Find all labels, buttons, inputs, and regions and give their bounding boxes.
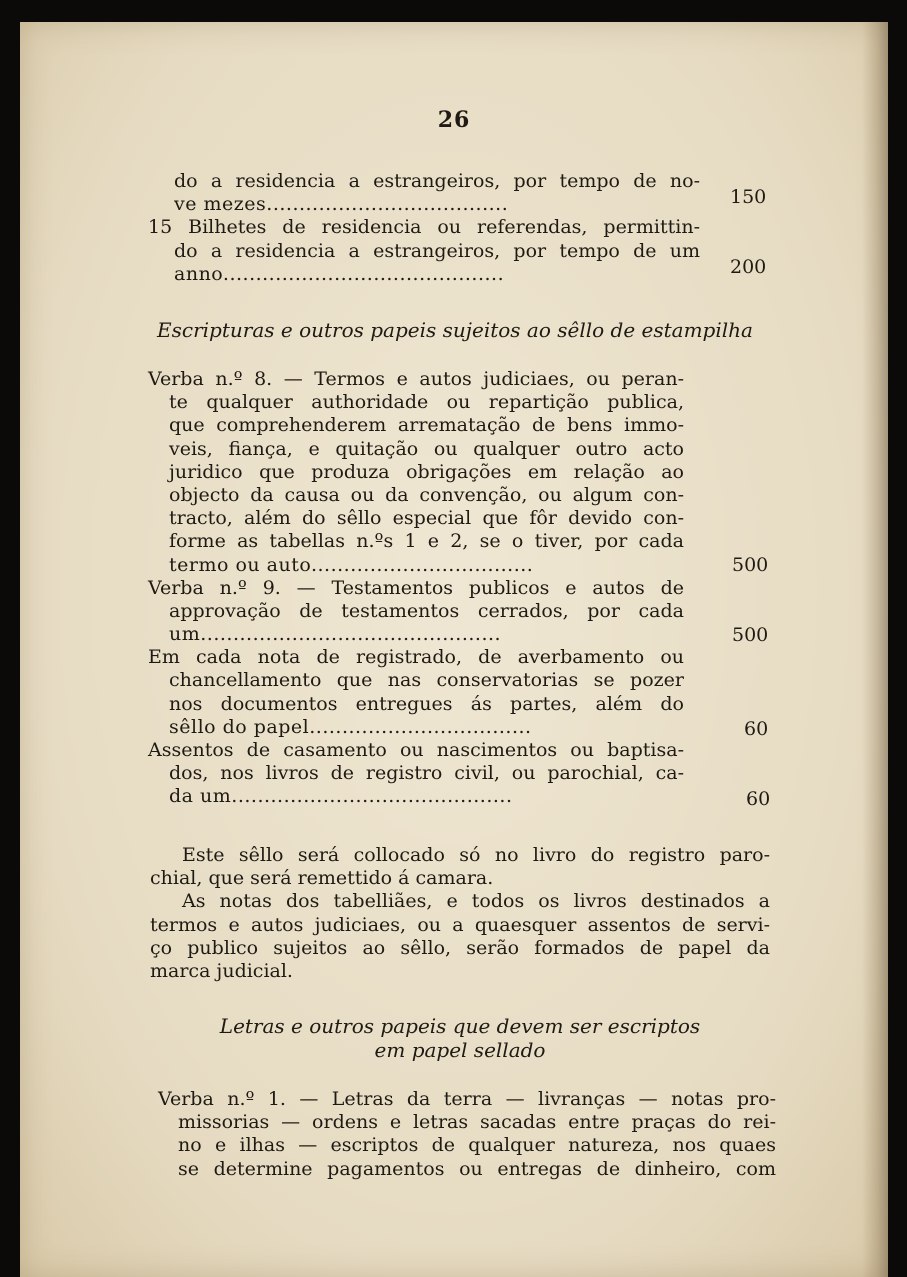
section-heading (150, 1014, 770, 1062)
text-line: Em cada nota de registrado, de averbamento ou (148, 646, 684, 669)
text-line: Este sêllo será collocado só no livro do registro paro- (182, 844, 770, 866)
text-line: missorias — ordens e letras sacadas entre praças do rei- (178, 1111, 776, 1134)
text-line: do a residencia a estrangeiros, por tempo de um (174, 239, 700, 262)
text-line: chancellamento que nas conservatorias se pozer (169, 669, 684, 692)
text-line: objecto da causa ou da convenção, ou algum con- (169, 483, 684, 506)
amount-value: 500 (732, 554, 769, 576)
tariff-block-2 (148, 368, 684, 809)
text-line: termos e autos judiciaes, ou a quaesquer assentos de servi- (150, 913, 770, 936)
text-line: 15 Bilhetes de residencia ou referendas, permittin- (148, 216, 700, 239)
text-line: termo ou auto.................................. (169, 553, 534, 576)
amount-value: 150 (730, 186, 767, 208)
text-line: tracto, além do sêllo especial que fôr devido con- (169, 507, 684, 530)
text-line: te qualquer authoridade ou repartição publica, (169, 391, 684, 414)
page-fold-shadow (862, 22, 888, 1277)
text-line: Assentos de casamento ou nascimentos ou baptisa- (148, 739, 684, 761)
text-line: ço publico sujeitos ao sêllo, serão formados de papel da (150, 936, 770, 959)
page-number: 26 (437, 107, 471, 133)
text-line: chial, que será remettido á camara. (150, 867, 494, 890)
text-line: Verba n.º 8. — Termos e autos judiciaes, ou peran- (148, 368, 684, 390)
text-line: dos, nos livros de registro civil, ou parochial, ca- (169, 762, 684, 785)
text-line: sêllo do papel.................................. (169, 715, 532, 738)
note-paragraphs (150, 844, 770, 983)
text-line: marca judicial. (150, 959, 293, 982)
amount-value: 500 (732, 624, 769, 646)
heading-line: Letras e outros papeis que devem ser escriptos (219, 1014, 701, 1038)
text-line: da um........................................... (169, 785, 513, 808)
tariff-block-1 (148, 170, 700, 286)
text-line: anno........................................... (174, 262, 505, 285)
text-line: no e ilhas — escriptos de qualquer natureza, nos quaes (178, 1134, 776, 1157)
text-line: veis, fiança, e quitação ou qualquer outro acto (169, 437, 684, 460)
text-line: As notas dos tabelliães, e todos os livros destinados a (182, 890, 770, 913)
text-line: se determine pagamentos ou entregas de dinheiro, com (178, 1157, 776, 1180)
amount-value: 60 (744, 718, 769, 740)
text-line: do a residencia a estrangeiros, por tempo de no- (174, 170, 700, 192)
text-line: nos documentos entregues ás partes, além do (169, 692, 684, 715)
text-line: Verba n.º 9. — Testamentos publicos e autos de (148, 576, 684, 599)
heading-line: em papel sellado (374, 1038, 546, 1062)
text-line: um.............................................. (169, 623, 502, 646)
text-line: forme as tabellas n.ºs 1 e 2, se o tiver, por cada (169, 530, 684, 553)
amount-value: 200 (730, 256, 767, 278)
text-line: ve mezes..................................... (174, 193, 509, 216)
section-heading: Escripturas e outros papeis sujeitos ao sêllo de estampilha (157, 318, 753, 342)
text-line: juridico que produza obrigações em relação ao (169, 460, 684, 483)
text-line: approvação de testamentos cerrados, por cada (169, 599, 684, 622)
document-page (20, 22, 888, 1277)
text-line: Verba n.º 1. — Letras da terra — livranças — notas pro- (158, 1088, 776, 1110)
tariff-block-3 (158, 1088, 776, 1181)
text-line: que comprehenderem arrematação de bens immo- (169, 414, 684, 437)
amount-value: 60 (746, 788, 771, 810)
